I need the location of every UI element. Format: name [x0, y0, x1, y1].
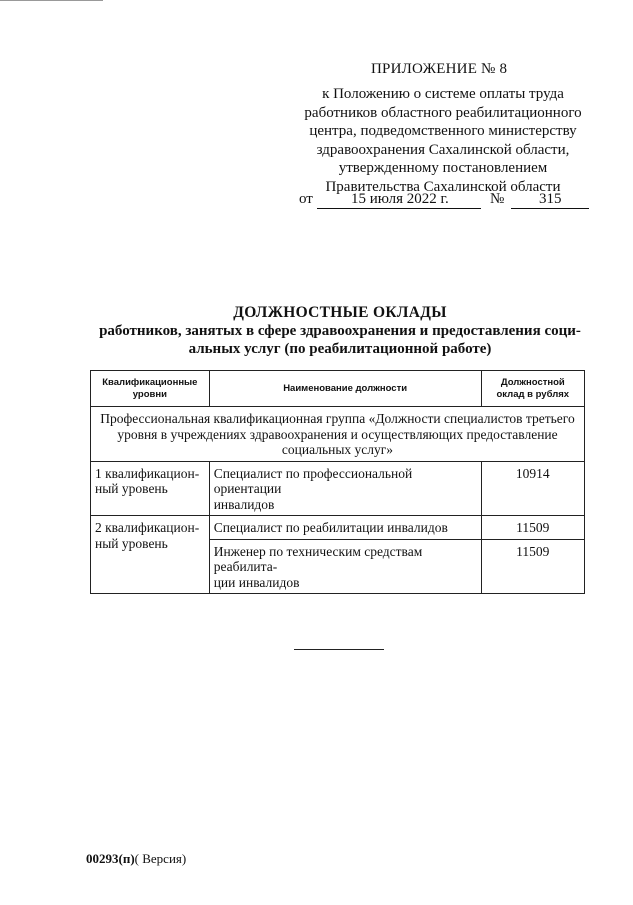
header-position: Наименование должности: [209, 371, 481, 407]
document-code: 00293(п): [86, 851, 135, 866]
decree-date: 15 июля 2022 г.: [351, 191, 449, 207]
closing-divider: [294, 649, 384, 650]
position-text: инвалидов: [213, 496, 275, 512]
header-text: Квалификационные: [102, 377, 198, 388]
document-title: ДОЛЖНОСТНЫЕ ОКЛАДЫ: [233, 304, 447, 321]
subtitle-line: работников, занятых в сфере здравоохранения и предоставления соци-: [99, 323, 581, 339]
document-subtitle: [80, 322, 600, 358]
footer-code: [86, 851, 186, 867]
header-text: Должностной: [500, 377, 565, 388]
version-label: ( Версия): [134, 851, 187, 866]
date-underline: [317, 208, 481, 209]
position-cell: [209, 516, 481, 540]
table-header-row: [91, 371, 585, 407]
approval-line: здравоохранения Сахалинской области,: [316, 141, 570, 158]
scan-edge-line: [0, 0, 103, 1]
approval-line: работников областного реабилитационного: [304, 104, 582, 121]
level-text: ный уровень: [95, 535, 168, 551]
position-text: ции инвалидов: [213, 574, 300, 590]
number-prefix: №: [490, 191, 505, 207]
date-prefix: от: [299, 191, 313, 207]
approval-line: центра, подведомственного министерству: [309, 123, 577, 140]
position-text: Специалист по реабилитации инвалидов: [213, 520, 448, 535]
level-text: ный уровень: [95, 481, 168, 496]
level-cell: [91, 461, 210, 516]
approval-line: Правительства Сахалинской области: [325, 178, 561, 195]
group-row: [91, 407, 585, 462]
table-row: [91, 461, 585, 516]
date-number-line: [299, 191, 599, 211]
approval-line: к Положению о системе оплаты труда: [322, 86, 564, 102]
header-text: оклад в рублях: [496, 389, 570, 400]
approval-line: утвержденному постановлением: [338, 160, 548, 177]
level-text: 1 квалификацион-: [95, 465, 200, 481]
approval-block: [268, 85, 618, 197]
header-text: уровни: [132, 389, 167, 400]
salary-cell: 11509: [481, 539, 584, 594]
salary-table: [90, 370, 585, 594]
appendix-title: ПРИЛОЖЕНИЕ № 8: [371, 61, 508, 77]
table-row: [91, 516, 585, 540]
position-text: Специалист по профессиональной ориентации: [213, 465, 413, 496]
salary-cell: 10914: [481, 461, 584, 516]
header-salary: [481, 371, 584, 407]
position-cell: [209, 539, 481, 594]
position-text: Инженер по техническим средствам реабилита-: [213, 543, 423, 574]
header-level: [91, 371, 210, 407]
number-underline: [511, 208, 589, 209]
position-cell: [209, 461, 481, 516]
level-text: 2 квалификацион-: [95, 520, 200, 535]
subtitle-line: альных услуг (по реабилитационной работе): [188, 341, 492, 357]
decree-number: 315: [539, 191, 562, 207]
qualification-group: Профессиональная квалификационная группа «Должности специалистов третьего уровня в учреждениях здравоохранения и осуществляющих предоставление социальных услуг»: [91, 407, 585, 462]
level-cell: [91, 516, 210, 594]
salary-cell: 11509: [481, 516, 584, 540]
